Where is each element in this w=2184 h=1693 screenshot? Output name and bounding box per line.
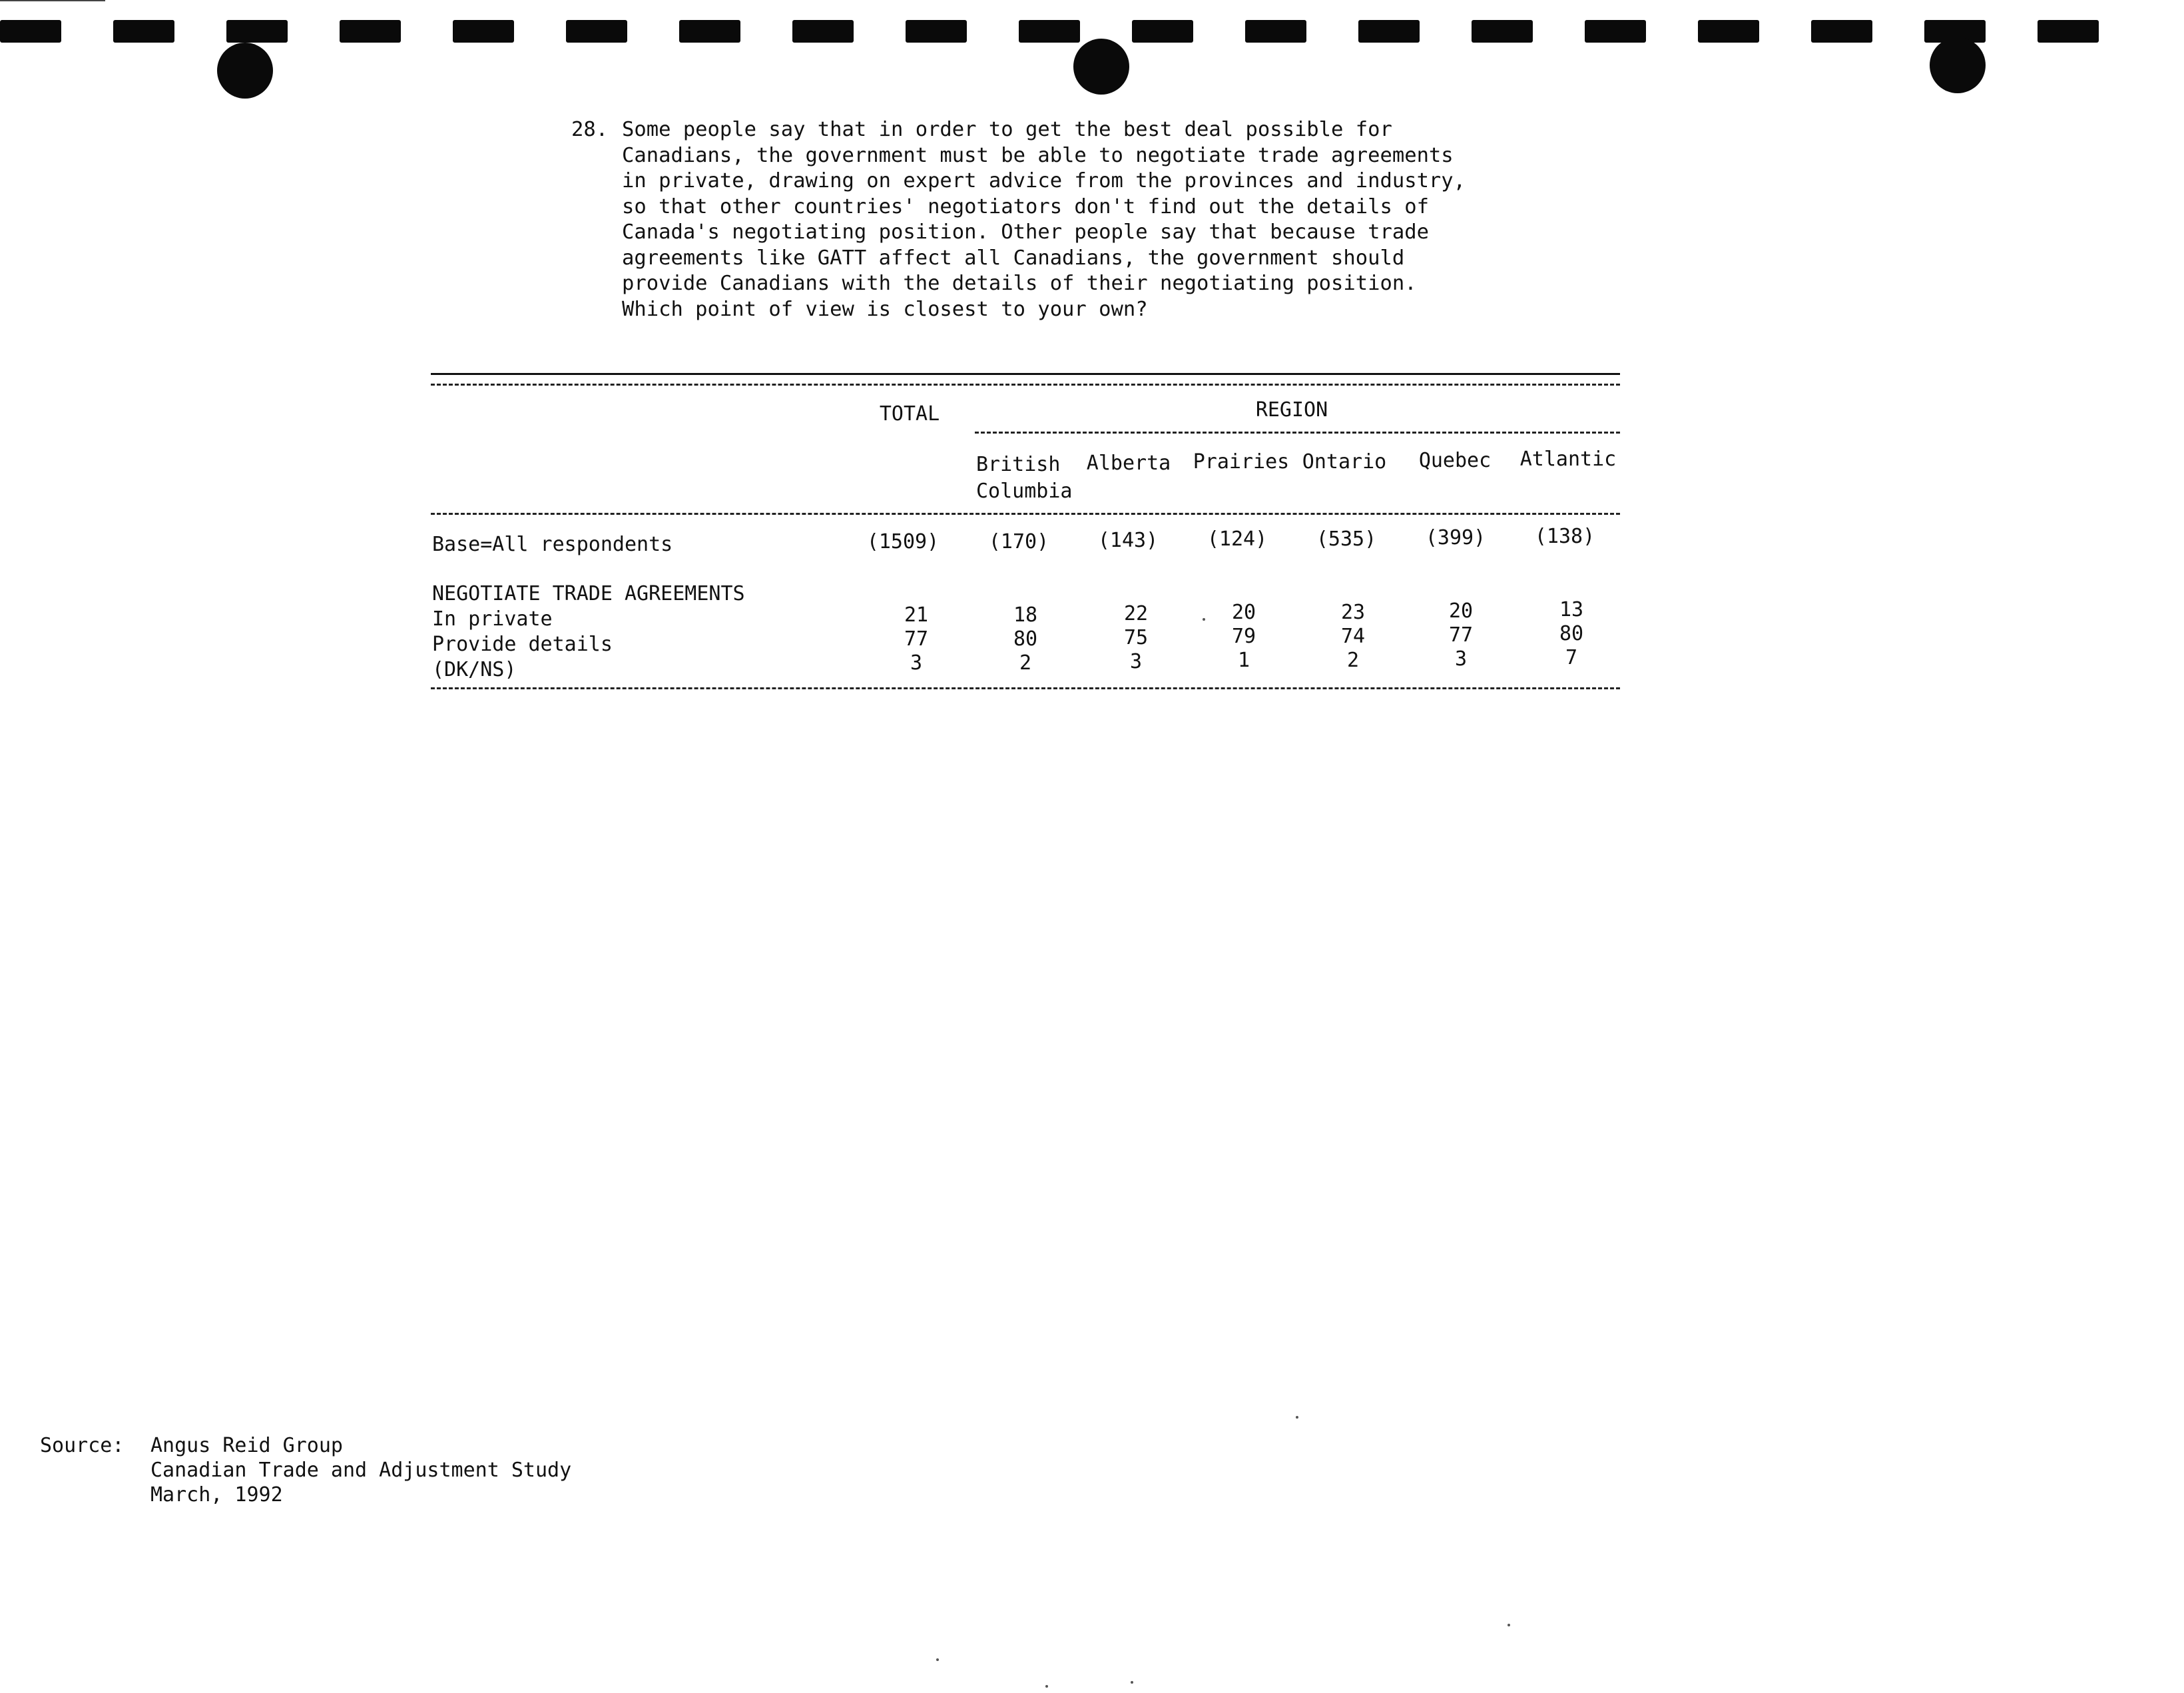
cell-in-private-atlantic: 13 <box>1559 598 1584 621</box>
cell-dk-ns-quebec: 3 <box>1454 647 1468 671</box>
cell-provide-details-alberta: 75 <box>1123 626 1149 649</box>
cell-provide-details-ontario: 74 <box>1340 625 1366 648</box>
source-label: Source: <box>40 1434 125 1457</box>
binder-hole-center <box>1073 39 1129 95</box>
perforation-dash <box>340 20 401 43</box>
perforation-dash <box>1132 20 1193 43</box>
cell-dk-ns-total: 3 <box>910 651 923 675</box>
perforation-dash <box>2038 20 2099 43</box>
perforation-dash <box>906 20 967 43</box>
cell-in-private-prairies: 20 <box>1231 601 1256 624</box>
cell-provide-details-quebec: 77 <box>1448 623 1474 647</box>
scan-speck <box>1131 1681 1133 1684</box>
source-lines <box>150 1433 750 1507</box>
binder-hole-right <box>1930 37 1986 93</box>
perforation-dash <box>792 20 854 43</box>
base-value-atlantic: (138) <box>1534 525 1595 548</box>
perforation-dash <box>1358 20 1420 43</box>
cell-provide-details-british-columbia: 80 <box>1013 627 1038 651</box>
cell-dk-ns-british-columbia: 2 <box>1019 651 1032 675</box>
scan-speck <box>1296 1416 1298 1419</box>
row-label-in-private: In private <box>432 607 553 631</box>
cell-in-private-ontario: 23 <box>1340 601 1366 624</box>
region-dashed-rule <box>975 432 1620 434</box>
column-header-british-columbia: British Columbia <box>976 453 1073 503</box>
base-value-total: (1509) <box>866 530 940 553</box>
source-line-organization: Angus Reid Group <box>150 1434 343 1457</box>
source-line-study: Canadian Trade and Adjustment Study <box>150 1459 572 1482</box>
table-bottom-dashed-rule <box>431 687 1620 689</box>
cell-dk-ns-alberta: 3 <box>1129 650 1143 673</box>
cell-provide-details-prairies: 79 <box>1231 625 1256 648</box>
region-header: REGION <box>1255 398 1328 422</box>
cell-provide-details-total: 77 <box>904 627 929 651</box>
cell-dk-ns-atlantic: 7 <box>1565 646 1578 669</box>
perforation-dash <box>679 20 740 43</box>
base-value-quebec: (399) <box>1425 526 1486 549</box>
base-label: Base=All respondents <box>432 533 673 556</box>
column-header-prairies: Prairies <box>1193 450 1290 474</box>
cell-in-private-alberta: 22 <box>1123 602 1149 625</box>
header-dashed-rule <box>431 513 1620 515</box>
cell-in-private-british-columbia: 18 <box>1013 603 1038 627</box>
base-value-alberta: (143) <box>1097 529 1159 552</box>
scan-speck <box>936 1658 939 1661</box>
total-header: TOTAL <box>879 402 940 426</box>
cell-provide-details-atlantic: 80 <box>1559 622 1584 645</box>
source-line-date: March, 1992 <box>150 1483 283 1507</box>
table-top-rule <box>431 373 1620 375</box>
base-value-ontario: (535) <box>1316 527 1377 551</box>
perforation-dash <box>1019 20 1080 43</box>
scan-speck <box>1203 618 1205 621</box>
row-label-provide-details: Provide details <box>432 633 613 656</box>
section-label: NEGOTIATE TRADE AGREEMENTS <box>432 582 745 605</box>
perforation-dash <box>1698 20 1759 43</box>
page-top-line <box>0 0 105 1</box>
perforation-dash <box>226 20 288 43</box>
cell-dk-ns-ontario: 2 <box>1346 649 1360 672</box>
column-header-atlantic: Atlantic <box>1519 448 1617 471</box>
perforation-dash <box>1811 20 1872 43</box>
perforation-dash <box>1585 20 1646 43</box>
cell-in-private-total: 21 <box>904 603 929 627</box>
question-number: 28. <box>571 118 609 141</box>
base-value-british-columbia: (170) <box>988 530 1049 553</box>
column-header-ontario: Ontario <box>1302 450 1387 474</box>
base-value-prairies: (124) <box>1207 527 1268 551</box>
perforation-dash <box>453 20 514 43</box>
perforation-dash <box>113 20 174 43</box>
scan-speck <box>1045 1685 1048 1688</box>
question-text: Some people say that in order to get the best deal possible for Canadians, the government must be able to negotiate trade agreements in private, drawing on expert advice from the provinces and industry, so that other countries' negotiators don't find out the details of Canada's negotiating position. Other people say that because trade agreements like GATT affect all Canadians, the government should provide Canadians with the details of their negotiating position. Which point of view is closest to your own? <box>622 118 1466 321</box>
cell-in-private-quebec: 20 <box>1448 599 1474 623</box>
perforation-dash <box>0 20 61 43</box>
perforation-dash <box>1472 20 1533 43</box>
column-header-quebec: Quebec <box>1418 449 1492 472</box>
cell-dk-ns-prairies: 1 <box>1237 649 1250 672</box>
binder-hole-left <box>217 43 273 99</box>
scan-speck <box>1507 1624 1510 1626</box>
row-label-dk-ns: (DK/NS) <box>432 658 517 681</box>
column-header-alberta: Alberta <box>1086 452 1171 475</box>
perforation-dash <box>566 20 627 43</box>
table-top-dashed-rule <box>431 384 1620 386</box>
perforation-dash <box>1245 20 1306 43</box>
